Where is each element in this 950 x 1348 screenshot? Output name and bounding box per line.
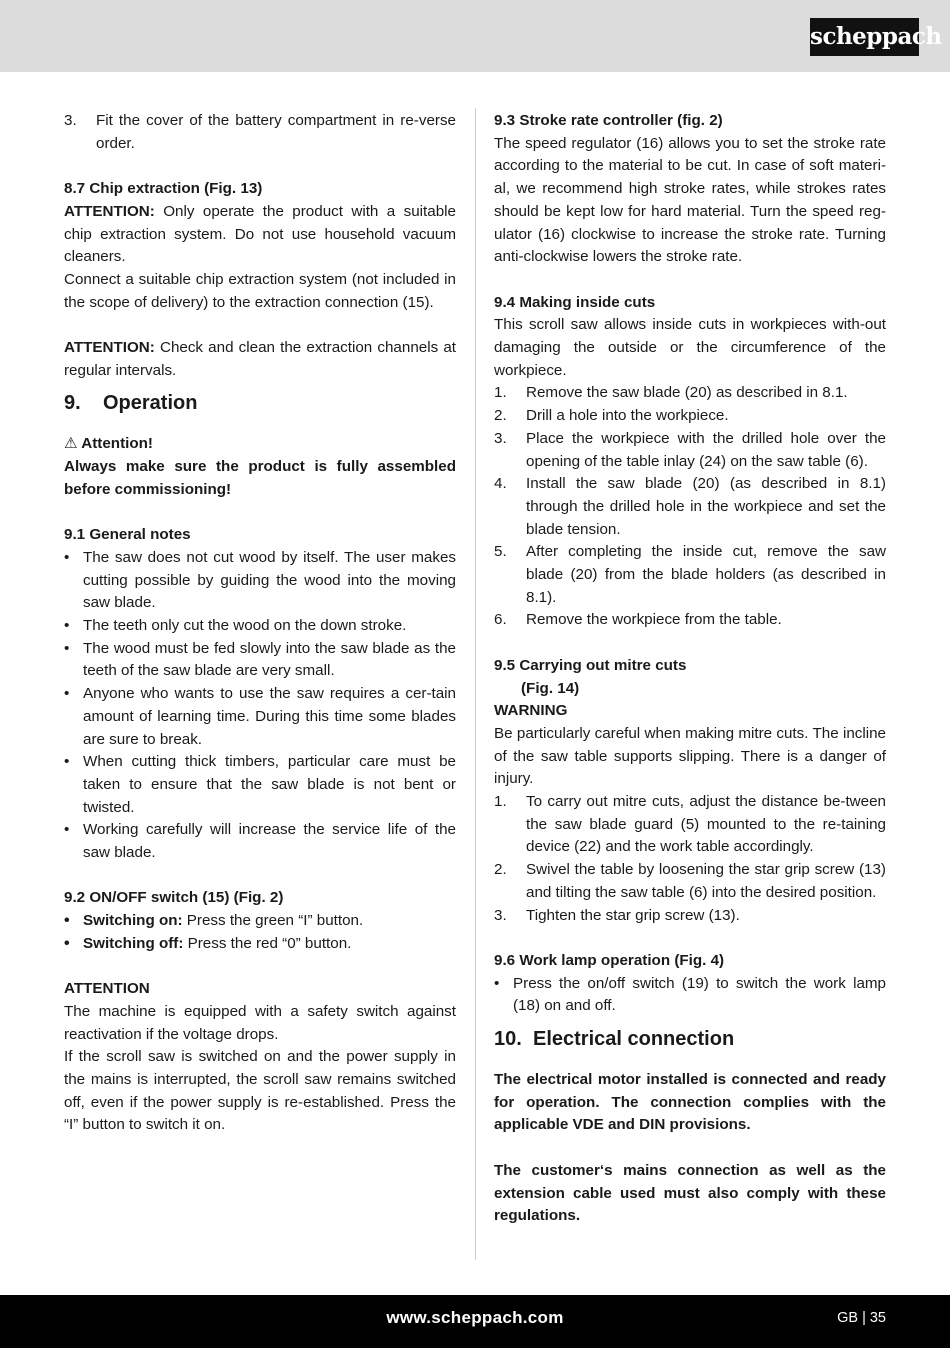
list-item: 4. Install the saw blade (20) (as described in 8.1) through the drilled hole in the workpiece and set the blade tension. (494, 475, 886, 538)
section-9-2-title: 9.2 ON/OFF switch (15) (Fig. 2) (64, 889, 284, 907)
section-8-7-title: 8.7 Chip extraction (Fig. 13) (64, 180, 263, 198)
section-9-5-warning: WARNING (494, 702, 568, 720)
list-item: 1. To carry out mitre cuts, adjust the distance be-tween the saw blade guard (5) mounted to the re-taining device (22) and the work table accordingly. (494, 793, 886, 856)
list-item: • Working carefully will increase the service life of the saw blade. (64, 821, 456, 862)
section-8-7-attention-2: ATTENTION: Check and clean the extraction channels at regular intervals. (64, 339, 456, 379)
header-bar (0, 0, 950, 72)
list-item: 6. Remove the workpiece from the table. (494, 611, 782, 629)
attention-paragraph-1: The machine is equipped with a safety switch against reactivation if the voltage drops. (64, 1002, 456, 1043)
section-9-5-text: Be particularly careful when making mitre cuts. The incline of the saw table supports slipping. There is a danger of injury. (494, 724, 886, 788)
section-9-5-figure-ref: (Fig. 14) (521, 679, 580, 697)
electrical-paragraph-1: The electrical motor installed is connected and ready for operation. The connection complies with the applicable VDE and DIN provisions. (494, 1071, 886, 1134)
section-8-7-paragraph: Connect a suitable chip extraction system (not included in the scope of delivery) to the extraction connection (15). (64, 270, 456, 311)
list-item (64, 110, 456, 155)
list-item: • The teeth only cut the wood on the down stroke. (64, 617, 407, 635)
list-item: • Switching off: Press the red “0” button. (64, 934, 352, 952)
section-9-4-title: 9.4 Making inside cuts (494, 293, 656, 311)
list-item: • Press the on/off switch (19) to switch the work lamp (18) on and off. (494, 974, 886, 1015)
warning-triangle-icon: ⚠ (64, 435, 78, 453)
column-divider (475, 108, 476, 1260)
list-item: • When cutting thick timbers, particular care must be taken to ensure that the saw blade is not bent or twisted. (64, 753, 456, 816)
section-9-4-text: This scroll saw allows inside cuts in workpieces with-out damaging the outside or the circumference of the workpiece. (494, 316, 886, 379)
chapter-9-heading: 9. Operation (64, 392, 198, 415)
attention-title: ATTENTION (64, 980, 150, 998)
footer-website-link[interactable]: www.scheppach.com (386, 1308, 564, 1327)
footer-bar (0, 1295, 950, 1348)
section-9-1-title: 9.1 General notes (64, 526, 191, 544)
left-column (64, 110, 456, 1137)
list-item: 3. Tighten the star grip screw (13). (494, 906, 740, 924)
section-8-7-attention: ATTENTION: Only operate the product with a suitable chip extraction system. Do not use household vacuum cleaners. (64, 202, 456, 266)
list-item: 1. Remove the saw blade (20) as described in 8.1. (494, 384, 848, 402)
item-text: Fit the cover of the battery compartment in re-verse order. (96, 112, 456, 152)
item-number: 3. (64, 112, 77, 129)
attention-paragraph-2: If the scroll saw is switched on and the power supply in the mains is interrupted, the scroll saw remains switched off, even if the power supply is re-established. Press the “I” button to switch it on. (64, 1048, 456, 1134)
warning-title: ⚠ Attention! (64, 435, 153, 453)
warning-text: Always make sure the product is fully assembled before commissioning! (64, 458, 456, 498)
electrical-paragraph-2: The customer‘s mains connection as well as the extension cable used must also comply with these regulations. (494, 1161, 886, 1225)
list-item: 5. After completing the inside cut, remove the saw blade (20) from the blade holders (as described in 8.1). (494, 543, 886, 606)
list-item: • The wood must be fed slowly into the saw blade as the teeth of the saw blade are very small. (64, 639, 456, 680)
page-number: GB | 35 (837, 1310, 886, 1326)
list-item: 2. Drill a hole into the workpiece. (494, 407, 729, 425)
list-item: • Switching on: Press the green “I” button. (64, 912, 364, 930)
scheppach-logo: scheppach (810, 18, 919, 56)
list-item: 2. Swivel the table by loosening the star grip screw (13) and tilting the saw table (6) into the desired position. (494, 861, 886, 901)
section-9-3-title: 9.3 Stroke rate controller (fig. 2) (494, 112, 723, 129)
list-item: • The saw does not cut wood by itself. The user makes cutting possible by guiding the wood into the moving saw blade. (64, 548, 456, 612)
list-item: • Anyone who wants to use the saw requires a cer-tain amount of learning time. During this time some blades are sure to break. (64, 685, 456, 748)
section-9-6-title: 9.6 Work lamp operation (Fig. 4) (494, 951, 725, 969)
chapter-10-heading: 10. Electrical connection (494, 1028, 735, 1051)
list-item: 3. Place the workpiece with the drilled hole over the opening of the table inlay (24) on the saw table (6). (494, 429, 886, 470)
section-9-5-title: 9.5 Carrying out mitre cuts (494, 656, 687, 674)
right-column (494, 110, 886, 1228)
section-9-3-text: The speed regulator (16) allows you to set the stroke rate according to the material to be cut. In case of soft materi-al, we recommend high stroke rates, while strokes rates should be kept low for hard material. Turn the speed reg-ulator (16) clockwise to increase the stroke rate. Turning anti-clockwise lowers the stroke rate. (494, 134, 886, 266)
